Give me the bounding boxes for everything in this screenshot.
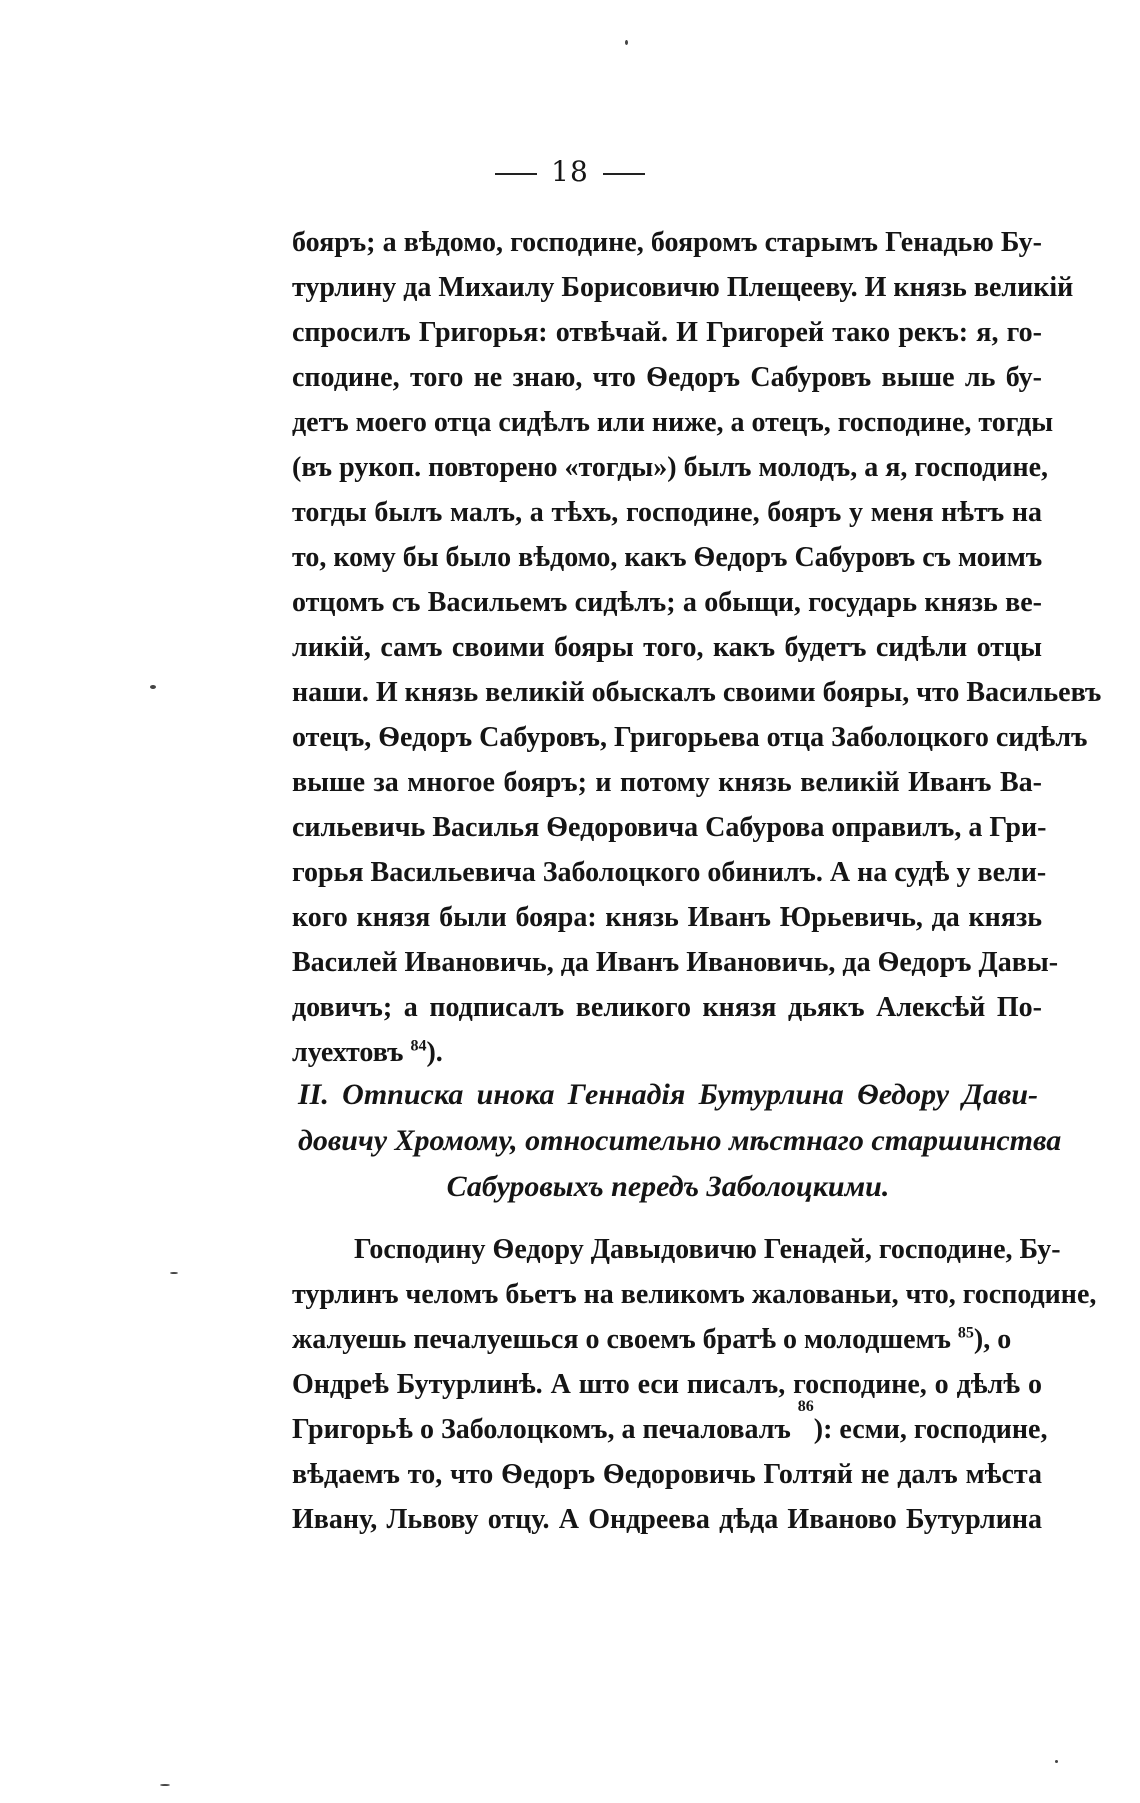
scan-speck [625, 40, 628, 45]
text-line [292, 1317, 1042, 1362]
text-line: то, кому бы было вѣдомо, какъ Ѳедоръ Сабуровъ съ моимъ [292, 542, 1043, 573]
text-line: спросилъ Григорья: отвѣчай. И Григорей тако рекъ: я, го- [292, 317, 1042, 348]
text-fragment: ), о [973, 1324, 1012, 1355]
text-line: сподине, того не знаю, что Ѳедоръ Сабуровъ выше ль бу- [292, 362, 1042, 393]
text-line: ликiй, самъ своими бояры того, какъ будетъ сидѣли отцы [292, 632, 1042, 663]
text-line: довичъ; а подписалъ великого князя дьякъ Алексѣй По- [292, 992, 1042, 1023]
text-line: горья Васильевича Заболоцкого обинилъ. А на судѣ у вели- [292, 857, 1047, 888]
heading-line: довичу Хромому, относительно мѣстнаго старшинства [298, 1124, 1062, 1157]
text-line: отецъ, Ѳедоръ Сабуровъ, Григорьева отца Заболоцкого сидѣлъ [292, 722, 1088, 753]
text-line: вѣдаемъ то, что Ѳедоръ Ѳедоровичь Голтяй не далъ мѣста [292, 1459, 1042, 1490]
text-fragment: Григорьѣ о Заболоцкомъ, а печаловалъ [292, 1414, 791, 1445]
text-line: Ондреѣ Бутурлинѣ. А што еси писалъ, господине, о дѣлѣ о [292, 1369, 1042, 1400]
page-number [0, 155, 1140, 188]
page-number-dash-left [495, 173, 537, 175]
page-number-dash-right [603, 173, 645, 175]
text-line: тогды былъ малъ, а тѣхъ, господине, бояръ у меня нѣтъ на [292, 497, 1042, 528]
text-line-last [292, 1030, 1042, 1075]
text-fragment: ): есми, господине, [813, 1414, 1048, 1445]
scan-speck [170, 1272, 178, 1274]
text-line: бояръ; а вѣдомо, господине, бояромъ старымъ Генадью Бу- [292, 227, 1042, 258]
heading-line: II. Отписка инока Геннадiя Бутурлина Ѳедору Дави- [298, 1078, 1038, 1111]
footnote-marker-85: 85 [957, 1324, 974, 1342]
footnote-marker-86: 86 [797, 1398, 814, 1415]
text-line: сильевичь Василья Ѳедоровича Сабурова оправилъ, а Гри- [292, 812, 1047, 843]
section-heading [298, 1072, 1062, 1210]
text-line: выше за многое бояръ; и потому князь великiй Иванъ Ва- [292, 767, 1042, 798]
text-fragment: луехтовъ [292, 1037, 404, 1068]
footnote-marker-84: 84 [410, 1037, 427, 1055]
text-fragment: жалуешь печалуешься о своемъ братѣ о молодшемъ [292, 1324, 951, 1355]
text-line: детъ моего отца сидѣлъ или ниже, а отецъ, господине, тогды [292, 407, 1054, 438]
scan-speck [150, 685, 156, 689]
scan-speck [160, 1784, 170, 1786]
text-line: турлину да Михаилу Борисовичю Плещееву. И князь великiй [292, 272, 1074, 303]
text-line: кого князя были бояра: князь Иванъ Юрьевичь, да князь [292, 902, 1042, 933]
paragraph-letter [292, 1227, 1097, 1542]
heading-line: Сабуровыхъ передъ Заболоцкими. [446, 1170, 890, 1203]
text-line: отцомъ съ Васильемъ сидѣлъ; а обыщи, государь князь ве- [292, 587, 1042, 618]
page-number-value: 18 [551, 155, 589, 188]
text-line: Василей Ивановичь, да Иванъ Ивановичь, да Ѳедоръ Давы- [292, 947, 1059, 978]
text-line: (въ рукоп. повторено «тогды») былъ молодъ, а я, господине, [292, 452, 1048, 483]
text-line: Господину Ѳедору Давыдовичю Генадей, господине, Бу- [354, 1234, 1061, 1265]
text-fragment [292, 1317, 1011, 1362]
text-line: Ивану, Львову отцу. А Ондреева дѣда Иваново Бутурлина [292, 1504, 1042, 1535]
text-fragment: ). [426, 1037, 443, 1068]
text-line: наши. И князь великiй обыскалъ своими бояры, что Васильевъ [292, 677, 1102, 708]
paragraph-continued [292, 220, 1102, 1075]
scan-speck [1055, 1760, 1058, 1763]
text-line: турлинъ челомъ бьетъ на великомъ жалованьи, что, господине, [292, 1279, 1097, 1310]
text-line [292, 1398, 1048, 1452]
